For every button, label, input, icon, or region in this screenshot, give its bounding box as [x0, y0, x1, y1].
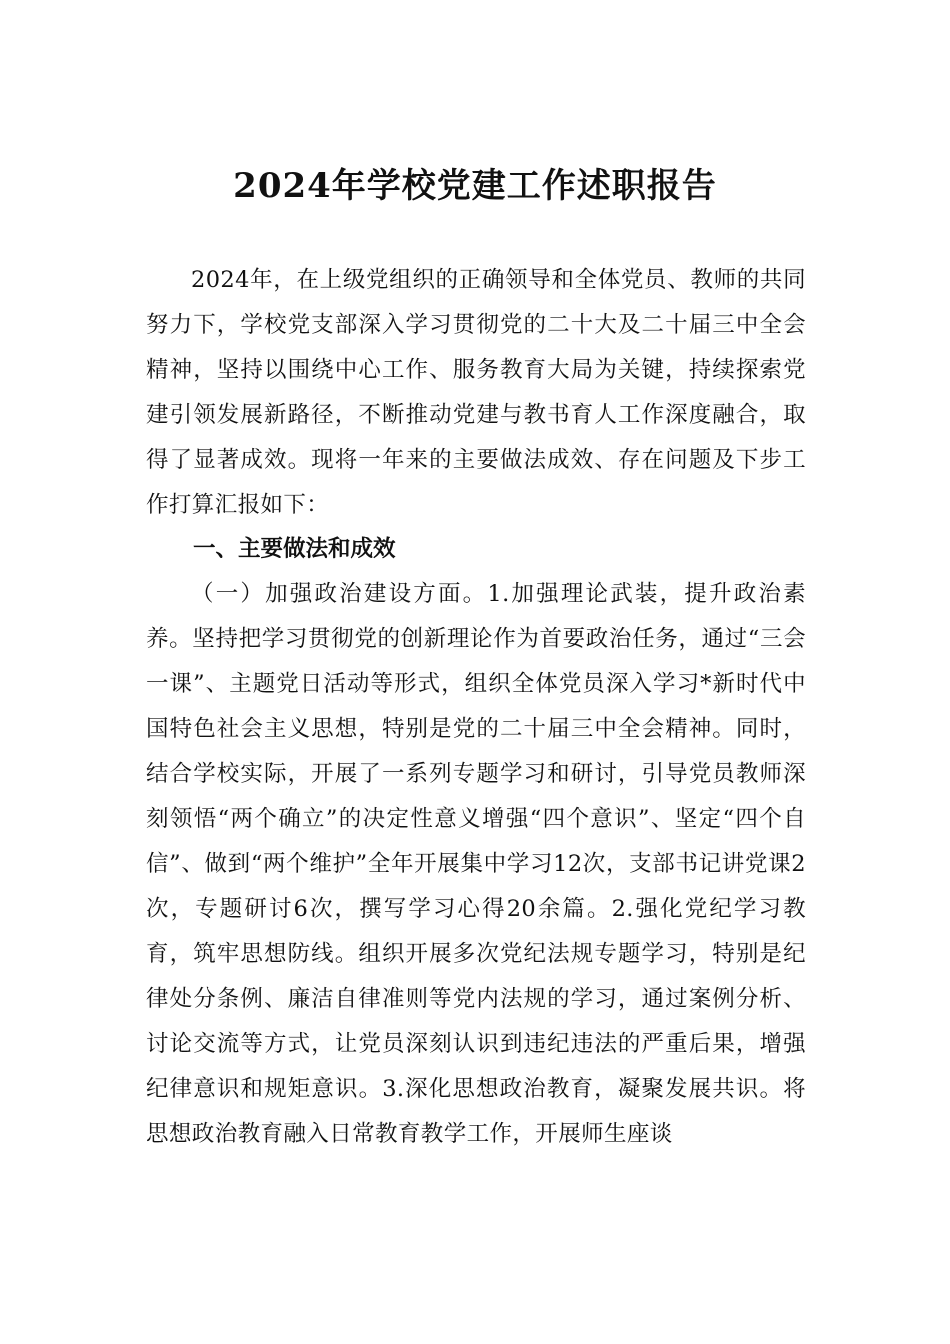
section-heading: 一、主要做法和成效 — [193, 536, 396, 562]
intro-paragraph: 2024年，在上级党组织的正确领导和全体党员、教师的共同努力下，学校党支部深入学习贯彻党的二十大及二十届三中全会精神，坚持以围绕中心工作、服务教育大局为关键，持续探索党建引领发展新路径，不断推动党建与教书育人工作深度融合，取得了显著成效。现将一年来的主要做法成效、存在问题及下步工作打算汇报如下： — [146, 267, 806, 518]
document-title: 2024年学校党建工作述职报告 — [233, 166, 717, 206]
section-paragraph: （一）加强政治建设方面。1.加强理论武装，提升政治素养。坚持把学习贯彻党的创新理论作为首要政治任务，通过“三会一课”、主题党日活动等形式，组织全体党员深入学习*新时代中国特色社会主义思想，特别是党的二十届三中全会精神。同时，结合学校实际，开展了一系列专题学习和研讨，引导党员教师深刻领悟“两个确立”的决定性意义增强“四个意识”、坚定“四个自信”、做到“两个维护”全年开展集中学习12次，支部书记讲党课2次，专题研讨6次，撰写学习心得20余篇。2.强化党纪学习教育，筑牢思想防线。组织开展多次党纪法规专题学习，特别是纪律处分条例、廉洁自律准则等党内法规的学习，通过案例分析、讨论交流等方式，让党员深刻认识到违纪违法的严重后果，增强纪律意识和规矩意识。3.深化思想政治教育，凝聚发展共识。将思想政治教育融入日常教育教学工作，开展师生座谈 — [146, 581, 806, 1147]
